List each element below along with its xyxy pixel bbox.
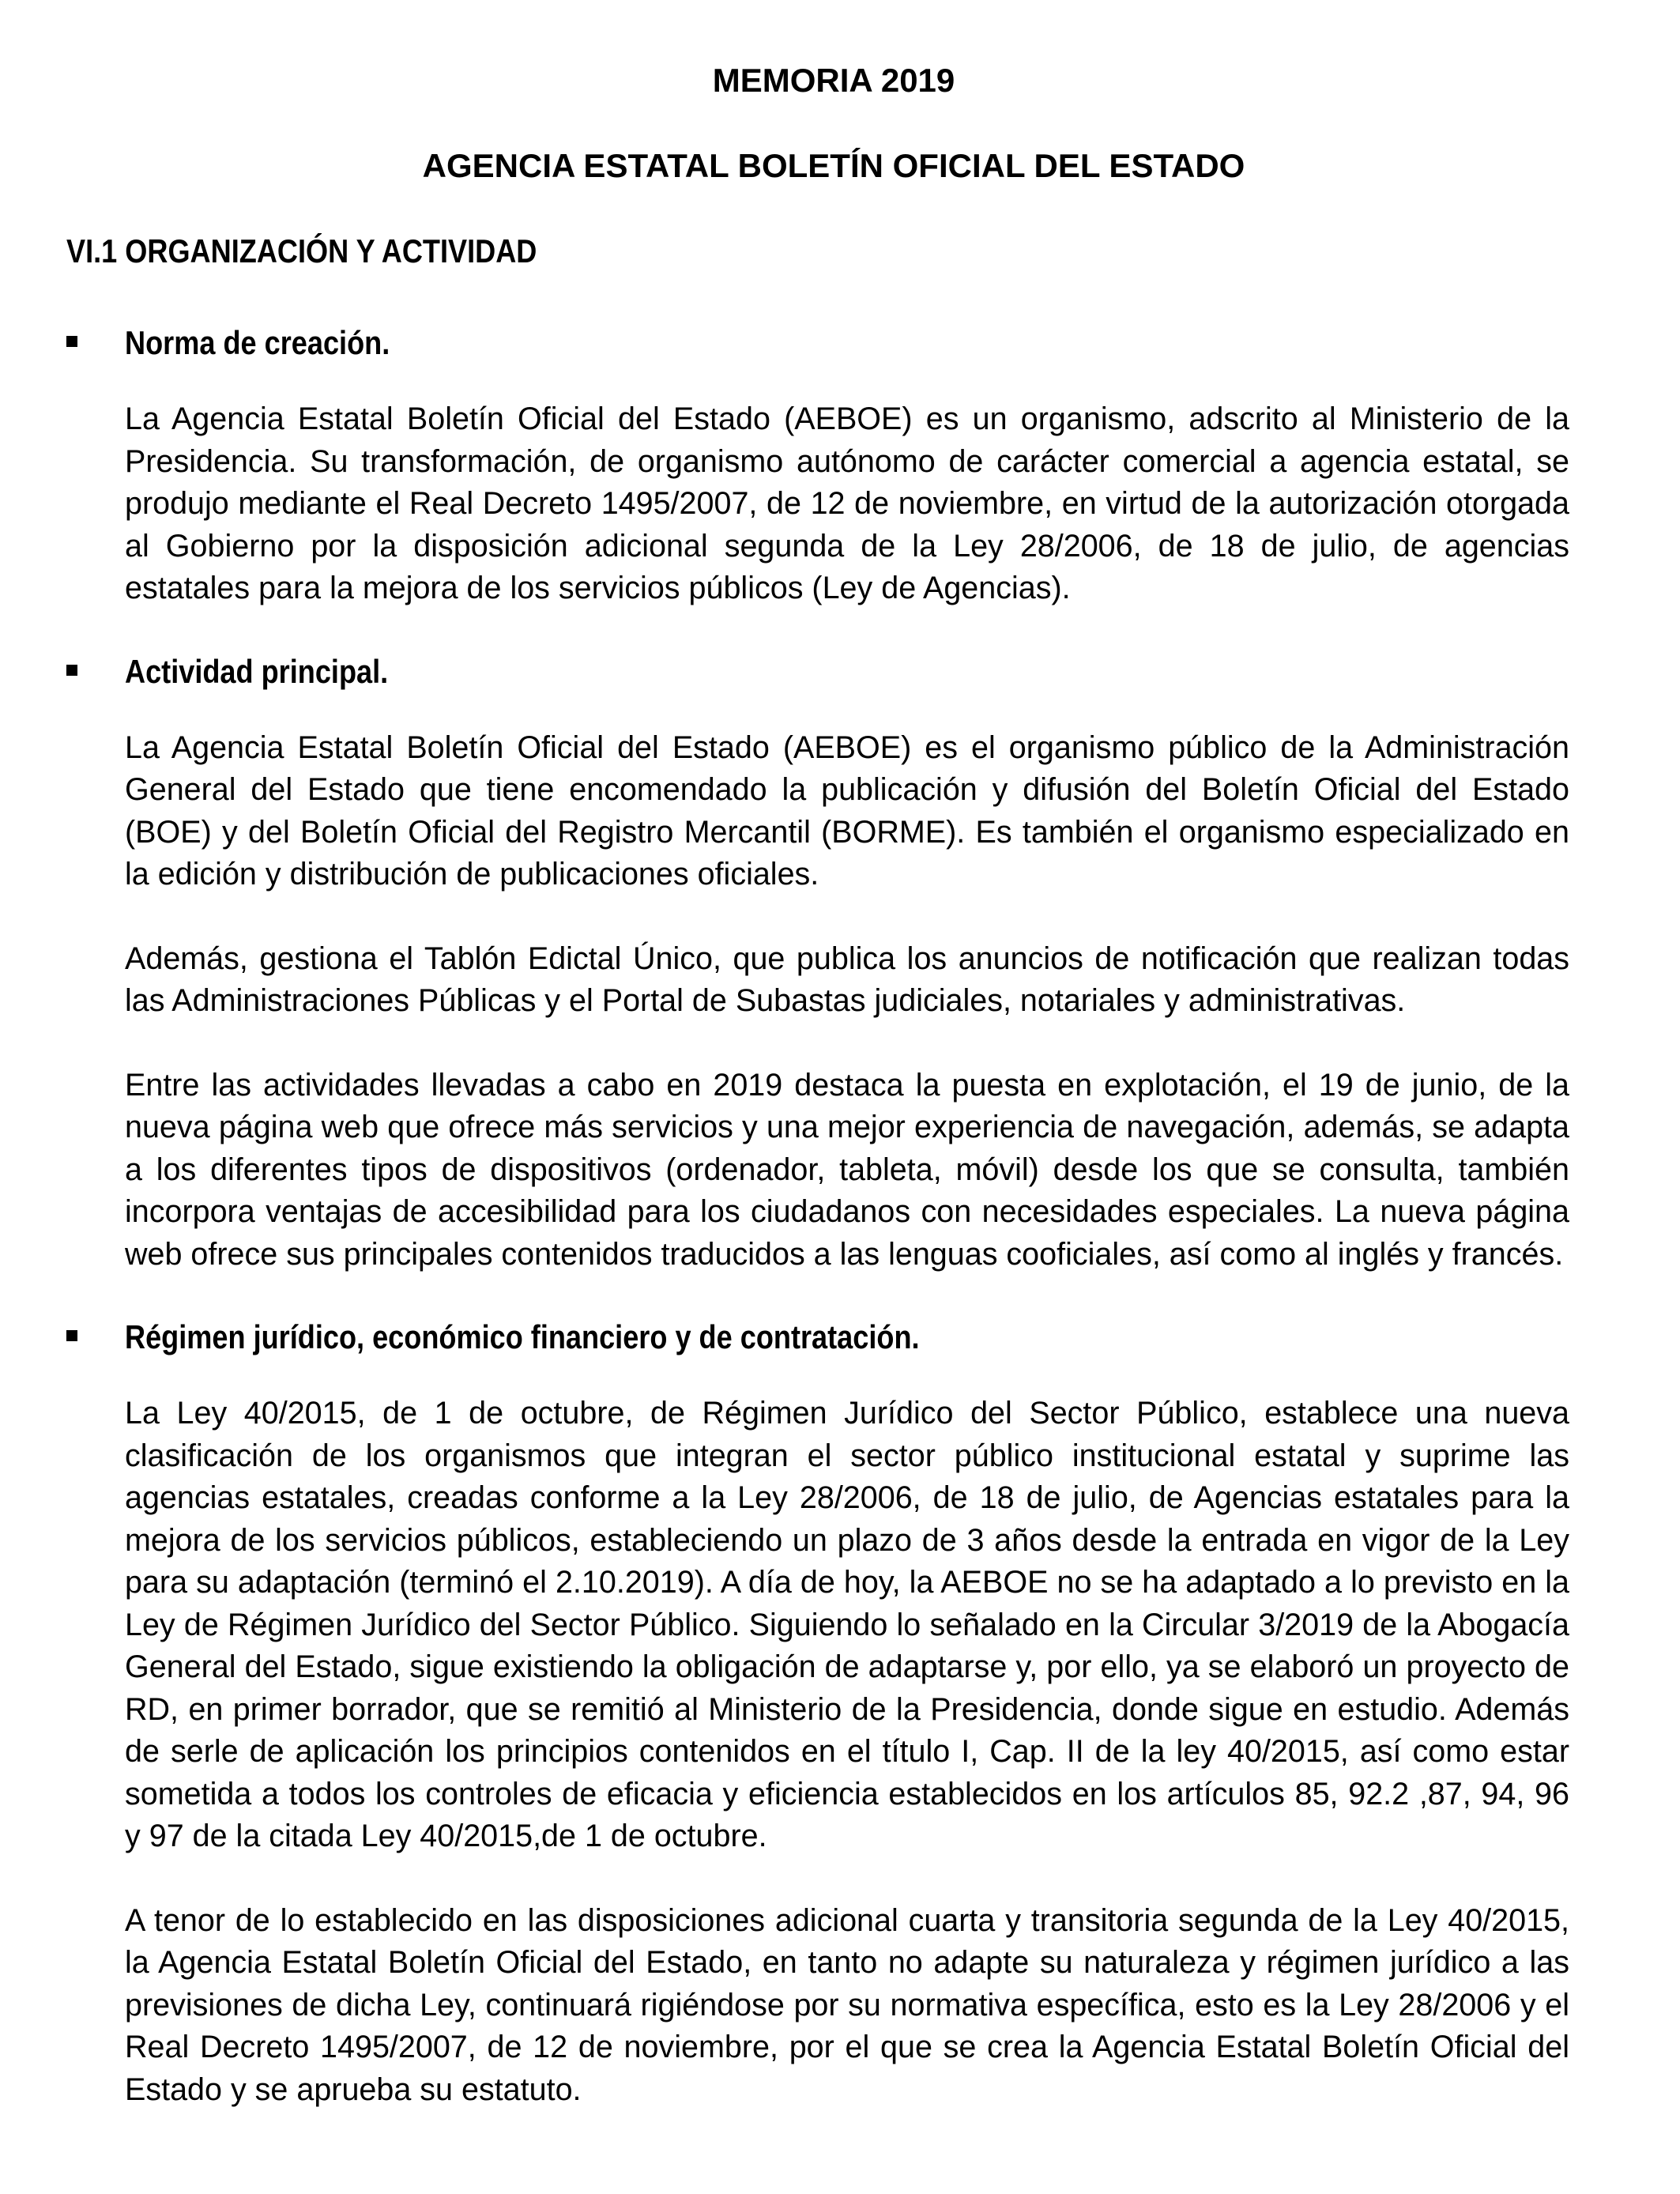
document-title: MEMORIA 2019	[712, 62, 955, 99]
subsection-norma-creacion	[66, 322, 1569, 610]
subsection-regimen-juridico	[66, 1317, 1569, 2111]
subsection-heading-label: Régimen jurídico, económico financiero y de contratación.	[125, 1318, 920, 1355]
subsection-actividad-principal	[66, 651, 1569, 1276]
square-bullet-icon	[66, 665, 77, 676]
subsection-heading	[66, 651, 1569, 692]
subsection-heading-label: Actividad principal.	[125, 652, 389, 690]
paragraph: La Ley 40/2015, de 1 de octubre, de Régimen Jurídico del Sector Público, establece una nueva clasificación de los organismos que integran el sector público institucional estatal y suprime las agencias estatales, creadas conforme a la Ley 28/2006, de 18 de julio, de Agencias estatales para la mejora de los servicios públicos, estableciendo un plazo de 3 años desde la entrada en vigor de la Ley para su adaptación (terminó el 2.10.2019). A día de hoy, la AEBOE no se ha adaptado a lo previsto en la Ley de Régimen Jurídico del Sector Público. Siguiendo lo señalado en la Circular 3/2019 de la Abogacía General del Estado, sigue existiendo la obligación de adaptarse y, por ello, ya se elaboró un proyecto de RD, en primer borrador, que se remitió al Ministerio de la Presidencia, donde sigue en estudio. Además de serle de aplicación los principios contenidos en el título I, Cap. II de la ley 40/2015, así como estar sometida a todos los controles de eficacia y eficiencia establecidos en los artículos 85, 92.2 ,87, 94, 96 y 97 de la citada Ley 40/2015,de 1 de octubre.	[125, 1396, 1569, 1853]
subsection-heading	[66, 1317, 1569, 1358]
paragraph: A tenor de lo establecido en las disposiciones adicional cuarta y transitoria segunda de la Ley 40/2015, la Agencia Estatal Boletín Oficial del Estado, en tanto no adapte su naturaleza y régimen jurídico a las previsiones de dicha Ley, continuará rigiéndose por su normativa específica, esto es la Ley 28/2006 y el Real Decreto 1495/2007, de 12 de noviembre, por el que se crea la Agencia Estatal Boletín Oficial del Estado y se aprueba su estatuto.	[125, 1902, 1569, 2107]
paragraph: Entre las actividades llevadas a cabo en 2019 destaca la puesta en explotación, el 19 de junio, de la nueva página web que ofrece más servicios y una mejor experiencia de navegación, además, se adapta a los diferentes tipos de dispositivos (ordenador, tableta, móvil) desde los que se consulta, también incorpora ventajas de accesibilidad para los ciudadanos con necesidades especiales. La nueva página web ofrece sus principales contenidos traducidos a las lenguas cooficiales, así como al inglés y francés.	[125, 1067, 1569, 1272]
square-bullet-icon	[66, 336, 77, 347]
paragraph: La Agencia Estatal Boletín Oficial del Estado (AEBOE) es el organismo público de la Administración General del Estado que tiene encomendado la publicación y difusión del Boletín Oficial del Estado (BOE) y del Boletín Oficial del Registro Mercantil (BORME). Es también el organismo especializado en la edición y distribución de publicaciones oficiales.	[125, 729, 1569, 892]
subsection-heading	[66, 322, 1569, 364]
subsection-heading-label: Norma de creación.	[125, 324, 390, 361]
square-bullet-icon	[66, 1330, 77, 1341]
paragraph: Además, gestiona el Tablón Edictal Único, que publica los anuncios de notificación que realizan todas las Administraciones Públicas y el Portal de Subastas judiciales, notariales y administrativas.	[125, 941, 1569, 1018]
section-heading: VI.1 ORGANIZACIÓN Y ACTIVIDAD	[66, 232, 537, 270]
document-subtitle: AGENCIA ESTATAL BOLETÍN OFICIAL DEL ESTADO	[422, 147, 1245, 184]
paragraph: La Agencia Estatal Boletín Oficial del Estado (AEBOE) es un organismo, adscrito al Ministerio de la Presidencia. Su transformación, de organismo autónomo de carácter comercial a agencia estatal, se produjo mediante el Real Decreto 1495/2007, de 12 de noviembre, en virtud de la autorización otorgada al Gobierno por la disposición adicional segunda de la Ley 28/2006, de 18 de julio, de agencias estatales para la mejora de los servicios públicos (Ley de Agencias).	[125, 401, 1569, 605]
